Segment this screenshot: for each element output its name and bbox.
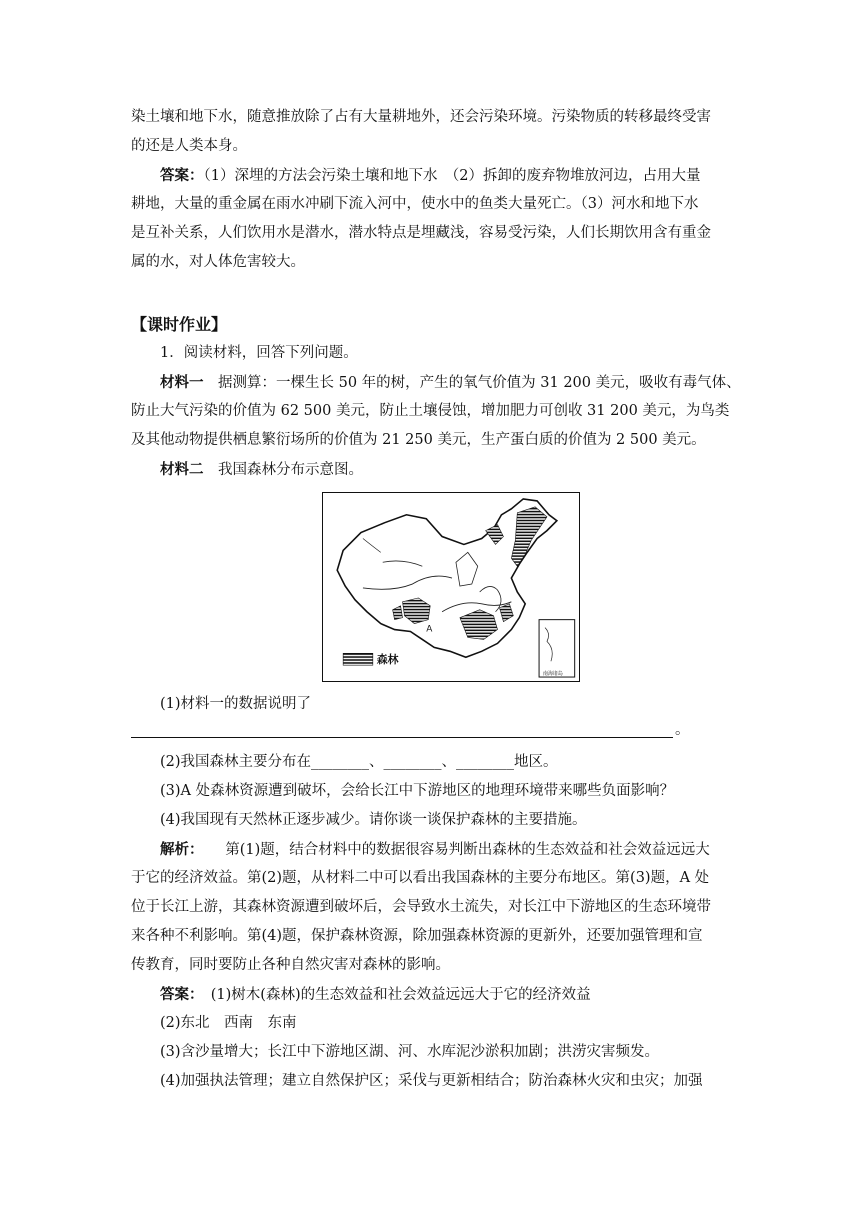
china-map-svg xyxy=(323,493,579,681)
forest-distribution-map xyxy=(322,492,580,682)
answer-1-line-1 xyxy=(160,161,700,191)
answer-blank-line xyxy=(131,737,673,738)
forest-northeast xyxy=(511,507,547,566)
analysis-line-5: 传教育，同时要防止各种自然灾害对森林的影响。 xyxy=(131,957,450,973)
answer-label: 答案： xyxy=(160,167,204,184)
material-1-text: 据测算：一棵生长 50 年的树，产生的氧气价值为 31 200 美元，吸收有毒气体、 xyxy=(203,375,741,391)
material-1-line-3: 及其他动物提供栖息繁衍场所的价值为 21 250 美元，生产蛋白质的价值为 2 500 美元。 xyxy=(131,432,706,448)
answer-1-line-3: 是互补关系，人们饮用水是潜水，潜水特点是埋藏浅，容易受污染，人们长期饮用含有重金 xyxy=(131,225,711,241)
material-1-line-1 xyxy=(160,368,741,398)
legend-label: 森林 xyxy=(376,653,399,667)
question-stem: 1．阅读材料，回答下列问题。 xyxy=(160,345,358,361)
answer-2-text: (1)树木(森林)的生态效益和社会效益远远大于它的经济效益 xyxy=(196,987,591,1003)
answer-2-line-1 xyxy=(160,980,591,1010)
analysis-line-3: 位于长江上游，其森林资源遭到破坏后，会导致水土流失，对长江中下游地区的生态环境带 xyxy=(131,899,711,915)
analysis-line-1 xyxy=(160,835,710,865)
material-1-label: 材料一 xyxy=(160,374,204,391)
answer-1-line-4: 属的水，对人体危害较大。 xyxy=(131,254,305,270)
intro-line-2: 的还是人类本身。 xyxy=(131,138,247,154)
material-1-line-2: 防止大气污染的价值为 62 500 美元，防止土壤侵蚀，增加肥力可创收 31 200 美元，为鸟类 xyxy=(131,403,730,419)
sub-question-4: (4)我国现有天然林正逐步减少。请你谈一谈保护森林的主要措施。 xyxy=(160,812,587,828)
sub-question-1: (1)材料一的数据说明了 xyxy=(160,696,312,712)
section-title: 【课时作业】 xyxy=(131,315,228,334)
answer-1-line-2: 耕地，大量的重金属在雨水冲刷下流入河中，使水中的鱼类大量死亡。（3）河水和地下水 xyxy=(131,196,699,212)
inset-label: 南海诸岛 xyxy=(543,671,563,678)
sub-question-2: (2)我国森林主要分布在________、________、________地区。 xyxy=(160,754,558,770)
south-china-sea-inset xyxy=(539,620,575,677)
material-2-label: 材料二 xyxy=(160,461,204,478)
forest-north xyxy=(486,525,504,545)
analysis-line-4: 来各种不利影响。第(4)题，保护森林资源，除加强森林资源的更新外，还要加强管理和宣 xyxy=(131,928,703,944)
analysis-line-2: 于它的经济效益。第(2)题，从材料二中可以看出我国森林的主要分布地区。第(3)题，A 处 xyxy=(131,870,710,886)
blank-line-period: 。 xyxy=(675,722,690,738)
analysis-text: 第(1)题，结合材料中的数据很容易判断出森林的生态效益和社会效益远远大 xyxy=(196,842,710,858)
answer-2-label: 答案： xyxy=(160,986,197,1003)
answer-text: （1）深埋的方法会污染土壤和地下水 （2）拆卸的废弃物堆放河边，占用大量 xyxy=(203,168,701,184)
forest-southwest xyxy=(403,598,431,624)
intro-line-1: 染土壤和地下水，随意推放除了占有大量耕地外，还会污染环境。污染物质的转移最终受害 xyxy=(131,109,711,125)
answer-2-line-3: (3)含沙量增大；长江中下游地区湖、河、水库泥沙淤积加剧；洪涝灾害频发。 xyxy=(160,1044,660,1060)
answer-2-line-4: (4)加强执法管理；建立自然保护区；采伐与更新相结合；防治森林火灾和虫灾；加强 xyxy=(160,1073,703,1089)
material-2-line xyxy=(160,455,363,485)
point-a-label: A xyxy=(426,624,433,635)
material-2-text: 我国森林分布示意图。 xyxy=(203,462,363,478)
analysis-label: 解析： xyxy=(160,841,197,858)
sub-question-3: (3)A 处森林资源遭到破坏，会给长江中下游地区的地理环境带来哪些负面影响？ xyxy=(160,783,675,799)
legend-swatch xyxy=(343,653,373,665)
forest-southeast xyxy=(460,610,498,640)
answer-2-line-2: (2)东北 西南 东南 xyxy=(160,1015,297,1031)
